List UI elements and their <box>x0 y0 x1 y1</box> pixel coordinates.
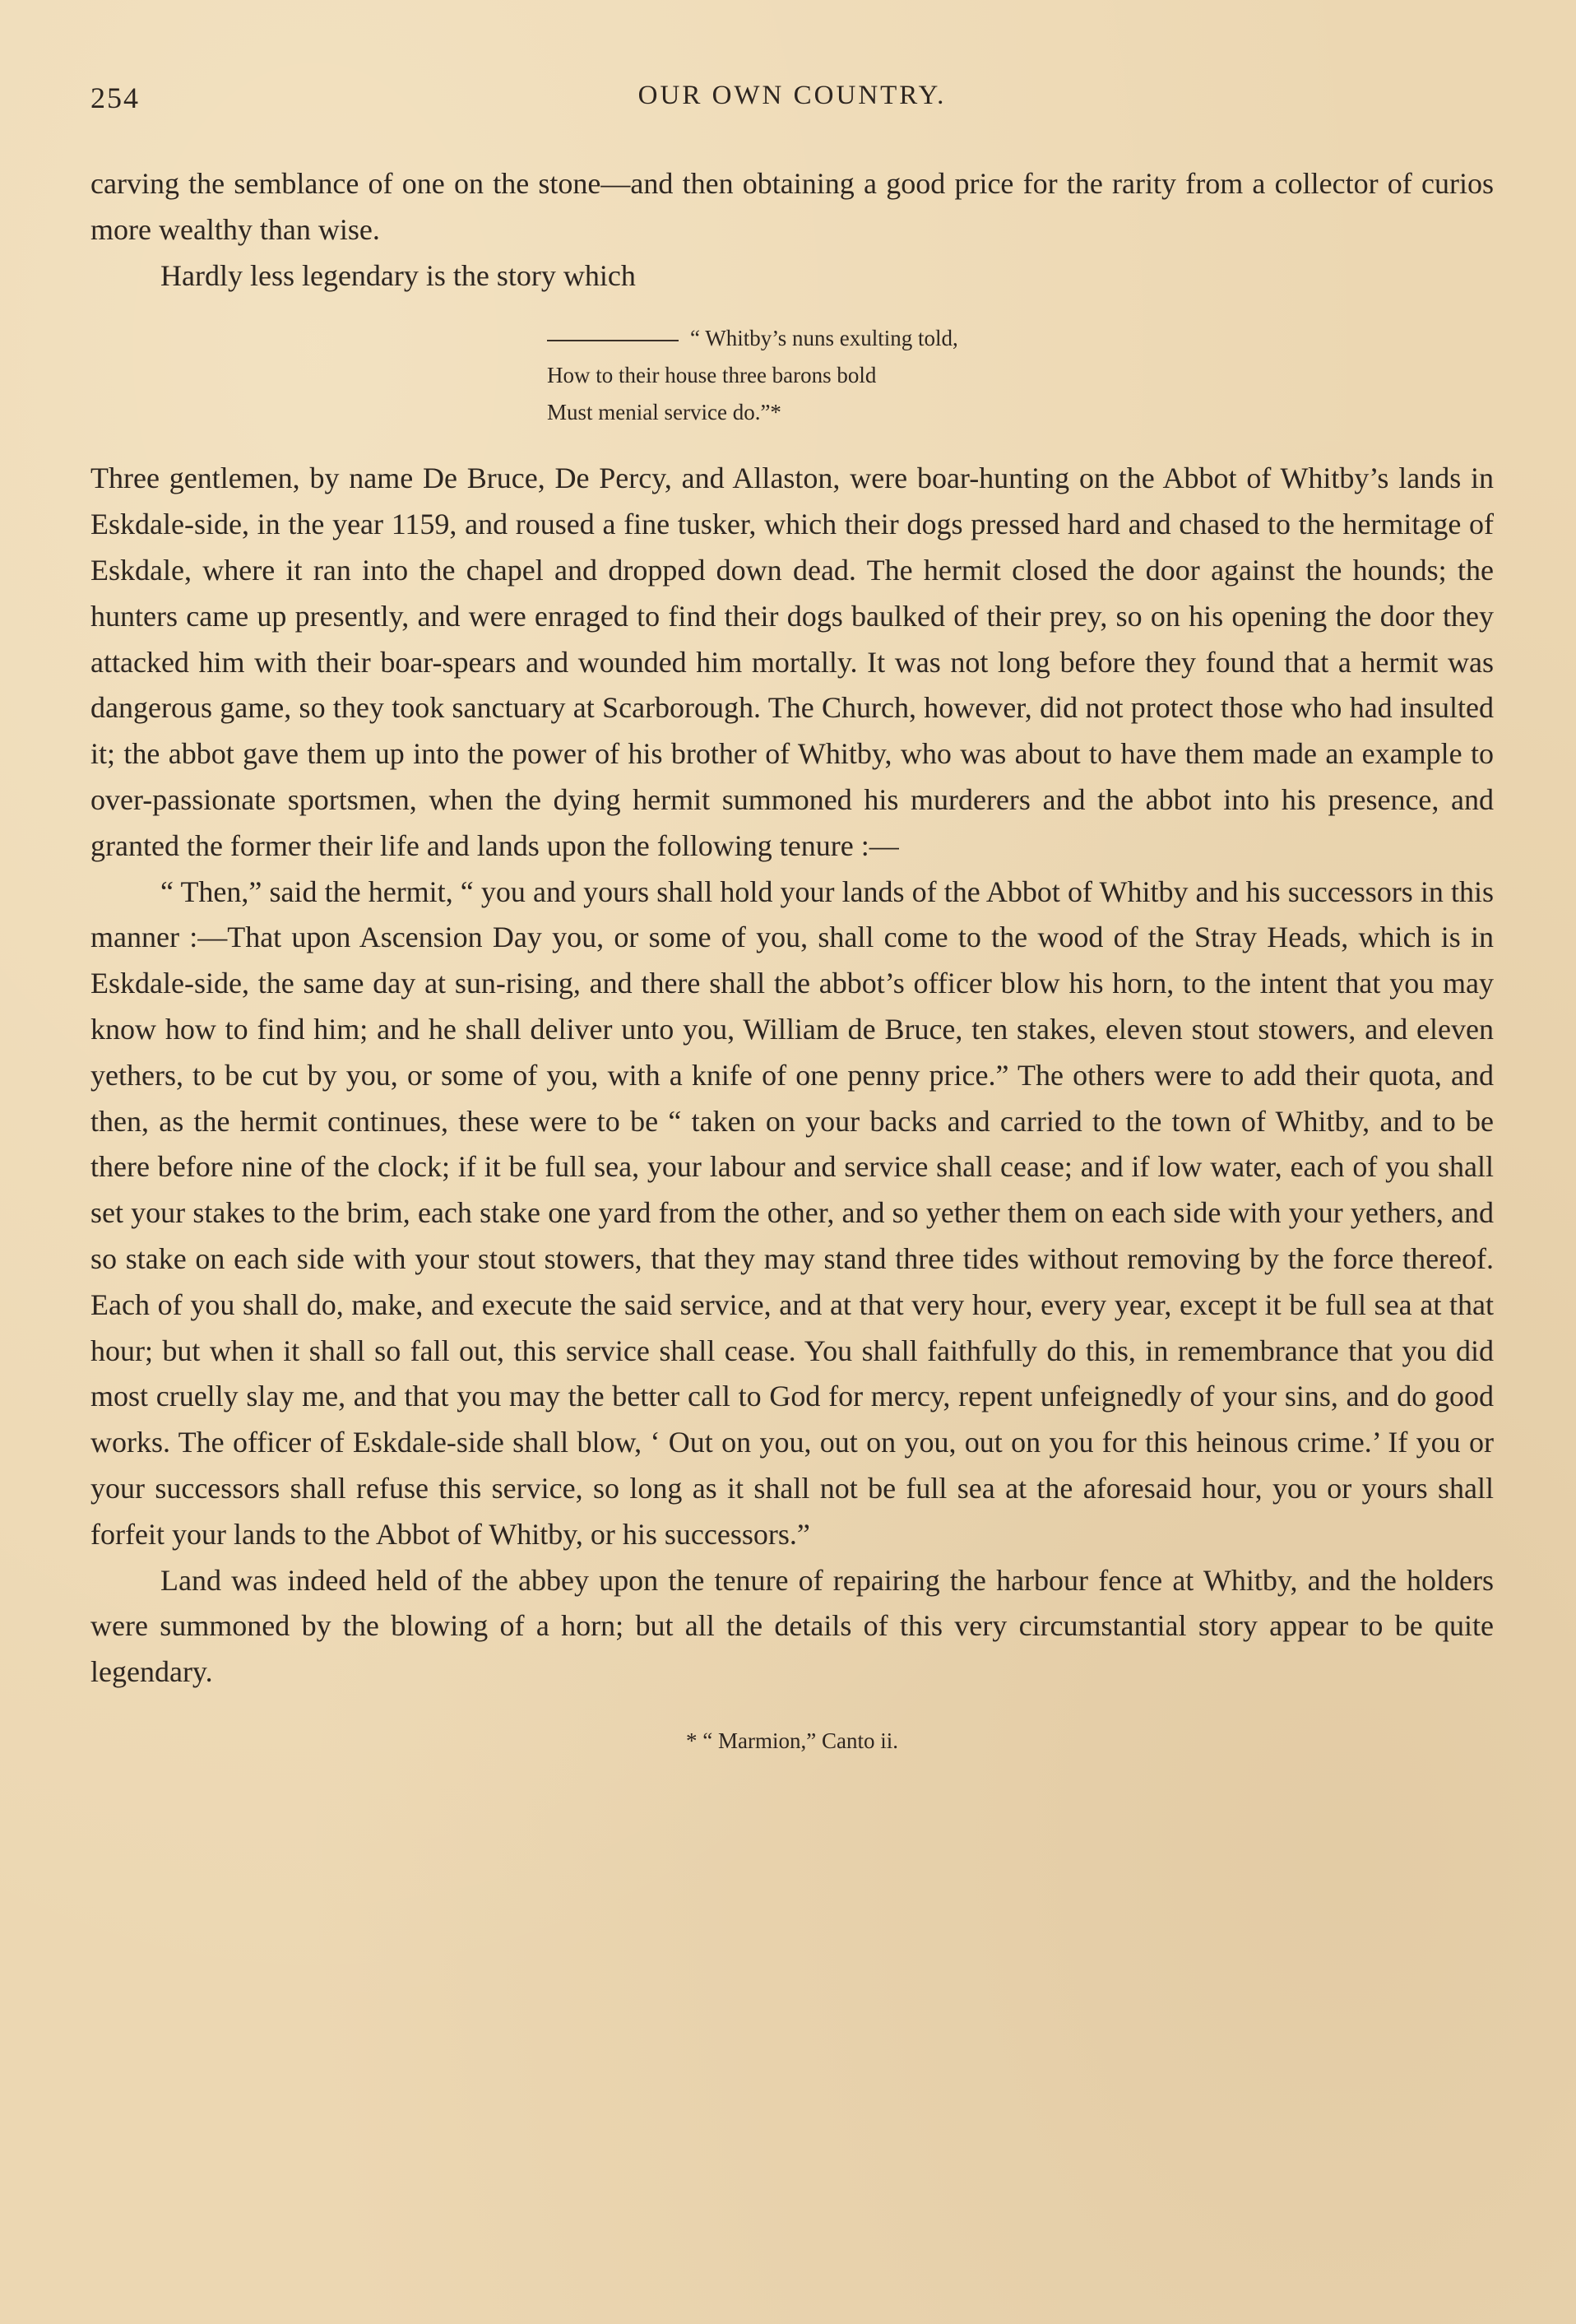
paragraph-intro-verse: Hardly less legendary is the story which <box>160 258 636 292</box>
footnote: * “ Marmion,” Canto ii. <box>686 1728 898 1753</box>
paragraph-continuation: carving the semblance of one on the stone—and then obtaining a good price for the rarity from a collector of curios more wealthy than wise. <box>90 167 1494 246</box>
verse-line-1: “ Whitby’s nuns exulting told, <box>547 320 1494 357</box>
verse-quotation <box>547 320 1494 431</box>
running-title: OUR OWN COUNTRY. <box>637 81 947 110</box>
running-head <box>90 81 1494 130</box>
paragraph-boar-hunt: Three gentlemen, by name De Bruce, De Percy, and Allaston, were boar-hunting on the Abbot of Whitby’s lands in Eskdale-side, in the year 1159, and roused a fine tusker, which their dogs pressed hard and chased to the hermitage of Eskdale, where it ran into the chapel and dropped down dead. The hermit closed the door against the hounds; the hunters came up presently, and were enraged to find their dogs baulked of their prey, so on his opening the door they attacked him with their boar-spears and wounded him mortally. It was not long before they found that a hermit was dangerous game, so they took sanctuary at Scarborough. The Church, however, did not protect those who had insulted it; the abbot gave them up into the power of his brother of Whitby, who was about to have them made an example to over-passionate sportsmen, when the dying hermit summoned his murderers and the abbot into his presence, and granted the former their life and lands upon the following tenure :— <box>90 462 1494 862</box>
paragraph-conclusion: Land was indeed held of the abbey upon the tenure of repairing the harbour fence at Whitby, and the holders were summoned by the blowing of a horn; but all the details of this very circumstantial story appear to be quite legendary. <box>90 1563 1494 1689</box>
verse-line-3: Must menial service do.”* <box>547 400 781 425</box>
paragraph-hermit-speech: “ Then,” said the hermit, “ you and yours shall hold your lands of the Abbot of Whitby and his successors in this manner :—That upon Ascension Day you, or some of you, shall come to the wood of the Stray Heads, which is in Eskdale-side, the same day at sun-rising, and there shall the abbot’s officer blow his horn, to the intent that you may know how to find him; and he shall deliver unto you, William de Bruce, ten stakes, eleven stout stowers, and eleven yethers, to be cut by you, or some of you, with a knife of one penny price.” The others were to add their quota, and then, as the hermit continues, these were to be “ taken on your backs and carried to the town of Whitby, and to be there before nine of the clock; if it be full sea, your labour and service shall cease; and if low water, each of you shall set your stakes to the brim, each stake one yard from the other, and so yether them on each side with your yethers, and so stake on each side with your stout stowers, that they may stand three tides without removing by the force thereof. Each of you shall do, make, and execute the said service, and at that very hour, every year, except it be full sea at that hour; but when it shall so fall out, this service shall cease. You shall faithfully do this, in remembrance that you did most cruelly slay me, and that you may the better call to God for mercy, repent unfeignedly of your sins, and do good works. The officer of Eskdale-side shall blow, ‘ Out on you, out on you, out on you for this heinous crime.’ If you or your successors shall refuse this service, so long as it shall not be full sea at the aforesaid hour, you or yours shall forfeit your lands to the Abbot of Whitby, or his successors.” <box>90 874 1494 1551</box>
verse-dash <box>547 340 679 341</box>
verse-line-2: How to their house three barons bold <box>547 363 877 388</box>
page-number: 254 <box>90 81 140 114</box>
body-text <box>90 161 1494 1695</box>
book-page <box>90 0 1494 1754</box>
